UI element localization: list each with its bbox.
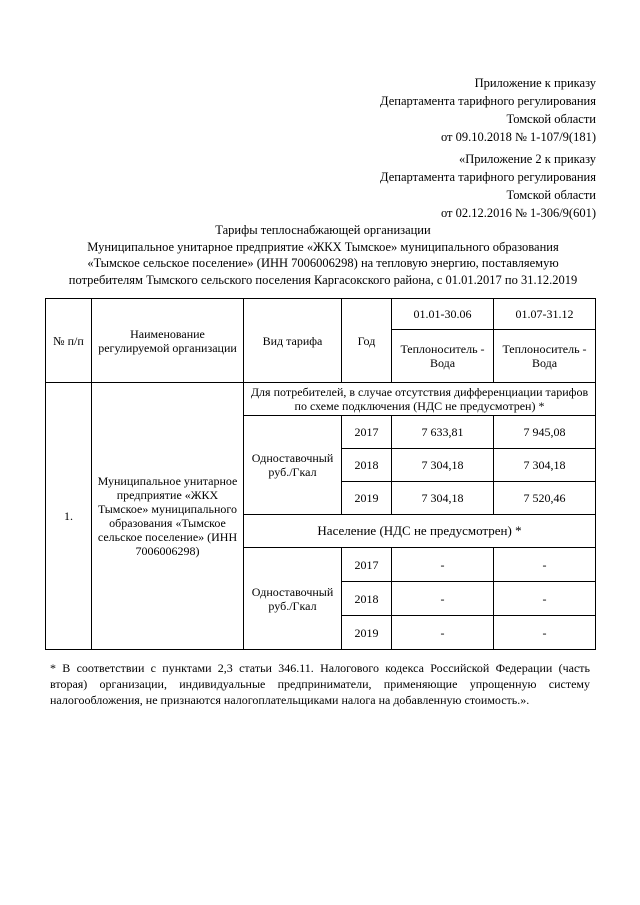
header-period-1: 01.01-30.06 [392, 299, 494, 330]
appendix-reference-current [380, 74, 596, 146]
year-cell: 2019 [342, 616, 392, 650]
group2-title: Население (НДС не предусмотрен) * [244, 515, 596, 548]
appendix-reference-original [380, 150, 596, 222]
title-line1: Тарифы теплоснабжающей организации [215, 223, 431, 237]
appendix2-line2: Департамента тарифного регулирования [380, 170, 596, 184]
title-line4: потребителям Тымского сельского поселения Каргасокского района, с 01.01.2017 по 31.12.2019 [68, 272, 578, 287]
appendix1-line3: Томской области [506, 112, 596, 126]
tariff-value-cell: - [494, 616, 596, 650]
tariff-value-cell: - [392, 616, 494, 650]
appendix2-line1: «Приложение 2 к приказу [458, 152, 596, 166]
title-line3: «Тымское сельское поселение» (ИНН 7006006298) на тепловую энергию, поставляемую [87, 256, 559, 270]
title-line2: Муниципальное унитарное предприятие «ЖКХ Тымское» муниципального образования [87, 239, 559, 254]
tariff-value-cell: 7 633,81 [392, 416, 494, 449]
tariffs-table [45, 298, 596, 650]
year-cell: 2018 [342, 582, 392, 616]
header-carrier-2: Теплоноситель - Вода [494, 330, 596, 383]
group-title-row [46, 383, 596, 416]
year-cell: 2017 [342, 416, 392, 449]
footnote: * В соответствии с пунктами 2,3 статьи 346.11. Налогового кодекса Российской Федерации (часть вторая) организации, индивидуальные предприниматели, применяющие упрощенную систему налогообложения, не признаются налогоплательщиками налога на добавленную стоимость.». [50, 661, 590, 707]
appendix1-line1: Приложение к приказу [474, 76, 596, 90]
group2-tariff-type: Одноставочный руб./Гкал [244, 548, 342, 650]
header-period-2: 01.07-31.12 [494, 299, 596, 330]
appendix2-line4: от 02.12.2016 № 1-306/9(601) [440, 206, 596, 220]
appendix1-line2: Департамента тарифного регулирования [380, 94, 596, 108]
header-organization: Наименование регулируемой организации [92, 299, 244, 383]
header-carrier-1: Теплоноситель - Вода [392, 330, 494, 383]
tariff-value-cell: - [494, 582, 596, 616]
tariff-value-cell: 7 304,18 [392, 482, 494, 515]
tariff-value-cell: 7 304,18 [494, 449, 596, 482]
appendix1-line4: от 09.10.2018 № 1-107/9(181) [440, 130, 596, 144]
group1-tariff-type: Одноставочный руб./Гкал [244, 416, 342, 515]
group1-title: Для потребителей, в случае отсутствия дифференциации тарифов по схеме подключения (НДС не предусмотрен) * [244, 383, 596, 416]
row-number: 1. [46, 383, 92, 650]
organization-name: Муниципальное унитарное предприятие «ЖКХ Тымское» муниципального образования «Тымское сельское поселение» (ИНН 7006006298) [92, 383, 244, 650]
table-header-row [46, 299, 596, 330]
header-tariff-type: Вид тарифа [244, 299, 342, 383]
year-cell: 2018 [342, 449, 392, 482]
header-year: Год [342, 299, 392, 383]
tariff-value-cell: - [494, 548, 596, 582]
document-title [50, 222, 596, 288]
year-cell: 2017 [342, 548, 392, 582]
tariff-value-cell: - [392, 548, 494, 582]
tariff-value-cell: - [392, 582, 494, 616]
year-cell: 2019 [342, 482, 392, 515]
tariff-value-cell: 7 945,08 [494, 416, 596, 449]
header-number: № п/п [46, 299, 92, 383]
tariff-value-cell: 7 304,18 [392, 449, 494, 482]
appendix2-line3: Томской области [506, 188, 596, 202]
tariff-value-cell: 7 520,46 [494, 482, 596, 515]
